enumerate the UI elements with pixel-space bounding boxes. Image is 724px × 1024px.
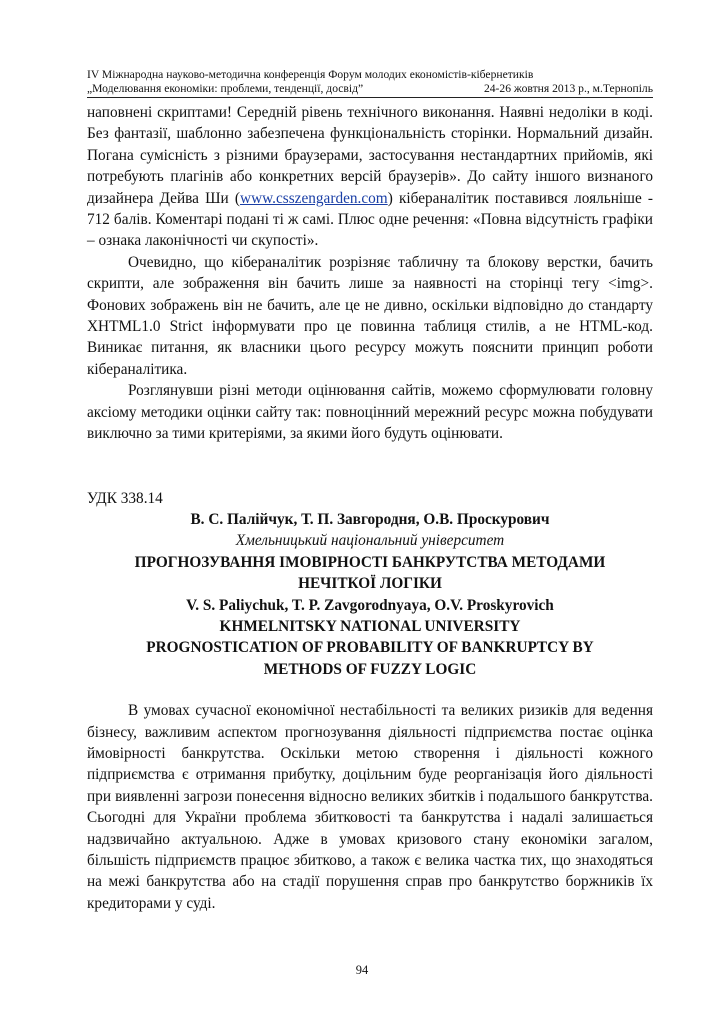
university-en: KHMELNITSKY NATIONAL UNIVERSITY [219,617,521,635]
university-ua: Хмельницький національний університет [235,532,505,550]
header-second-line [87,82,653,96]
header-date-place: 24-26 жовтня 2013 р., м.Тернопіль [483,82,653,95]
authors-en: V. S. Paliychuk, T. P. Zavgorodnyaya, O.V. Proskyrovich [186,596,554,614]
spacer [87,680,653,700]
article-title-en-line1: PROGNOSTICATION OF PROBABILITY OF BANKRUPTCY BY [146,639,594,657]
paragraph-continued [87,102,653,252]
udk-code: УДК 338.14 [87,489,163,507]
paragraph-conclusion: Розглянувши різні методи оцінювання сайтів, можемо сформулювати головну аксіому методики оцінки сайту так: повноцінний мережний ресурс можна побудувати виключно за тими критеріями, за якими його будуть оцінювати. [87,382,653,443]
csszengarden-link[interactable]: www.csszengarden.com [240,189,388,207]
header-conference-theme: „Моделювання економіки: проблеми, тенденції, досвід” [87,82,364,95]
paragraph-text-end: ) кібераналітик поставився лояльніше - 712 балів. Коментарі подані ті ж самі. Плюс одне речення: «Повна відсутність графіки – ознака лаконічності чи скупості». [87,189,653,250]
article-title-ua-line2: НЕЧІТКОЇ ЛОГІКИ [298,575,442,593]
running-header [87,68,653,96]
paragraph-cyberanalyst: Очевидно, що кібераналітик розрізняє табличну та блокову верстки, бачить скрипти, але зображення він бачить лише за наявності на сторінці тегу <img>. Фонових зображень він не бачить, але це не дивно, оскільки відповідно до стандарту XHTML1.0 Strict інформувати про це повинна таблиця стилів, а не HTML-код. Виникає питання, як власники цього ресурсу можуть пояснити принцип роботи кібераналітика. [87,253,653,378]
article-body-paragraph: В умовах сучасної економічної нестабільності та великих ризиків для ведення бізнесу, важливим аспектом прогнозування діяльності підприємства постає оцінка ймовірності банкрутства. Оскільки метою створення і діяльності кожного підприємства є отримання прибутку, доцільним буде реорганізація його діяльності при виявленні загрози понесення відносно великих збитків і подальшого банкрутства. Сьогодні для України проблема збитковості та банкрутства і надалі залишається надзвичайно актуальною. Адже в умовах кризового стану економіки загалом, більшість підприємств працює збитково, а також є велика частка тих, що знаходяться на межі банкрутства або на стадії порушення справ про банкрутство боржників їх кредиторами у суді. [87,702,653,912]
header-divider [87,97,653,98]
article-title-ua-line1: ПРОГНОЗУВАННЯ ІМОВІРНОСТІ БАНКРУТСТВА МЕТОДАМИ [134,553,606,571]
paragraph-text: наповнені скриптами! Середній рівень технічного виконання. Наявні недоліки в коді. Без фантазії, шаблонно забезпечена функціональність сторінки. Нормальний дизайн. Погана сумісність з різними браузерами, застосування нестандартних прийомів, які потребують плагінів або конкретних версій браузерів». До сайту іншого визнаного дизайнера Дейва Ши ( [87,104,653,207]
page-number: 94 [355,963,369,977]
article-title-en-line2: METHODS OF FUZZY LOGIC [263,660,477,678]
page-content [87,102,653,914]
authors-ua: В. С. Палійчук, Т. П. Завгородня, О.В. Проскурович [190,510,550,528]
header-conference-line: IV Міжнародна науково-методична конференція Форум молодих економістів-кібернетиків [87,68,534,81]
